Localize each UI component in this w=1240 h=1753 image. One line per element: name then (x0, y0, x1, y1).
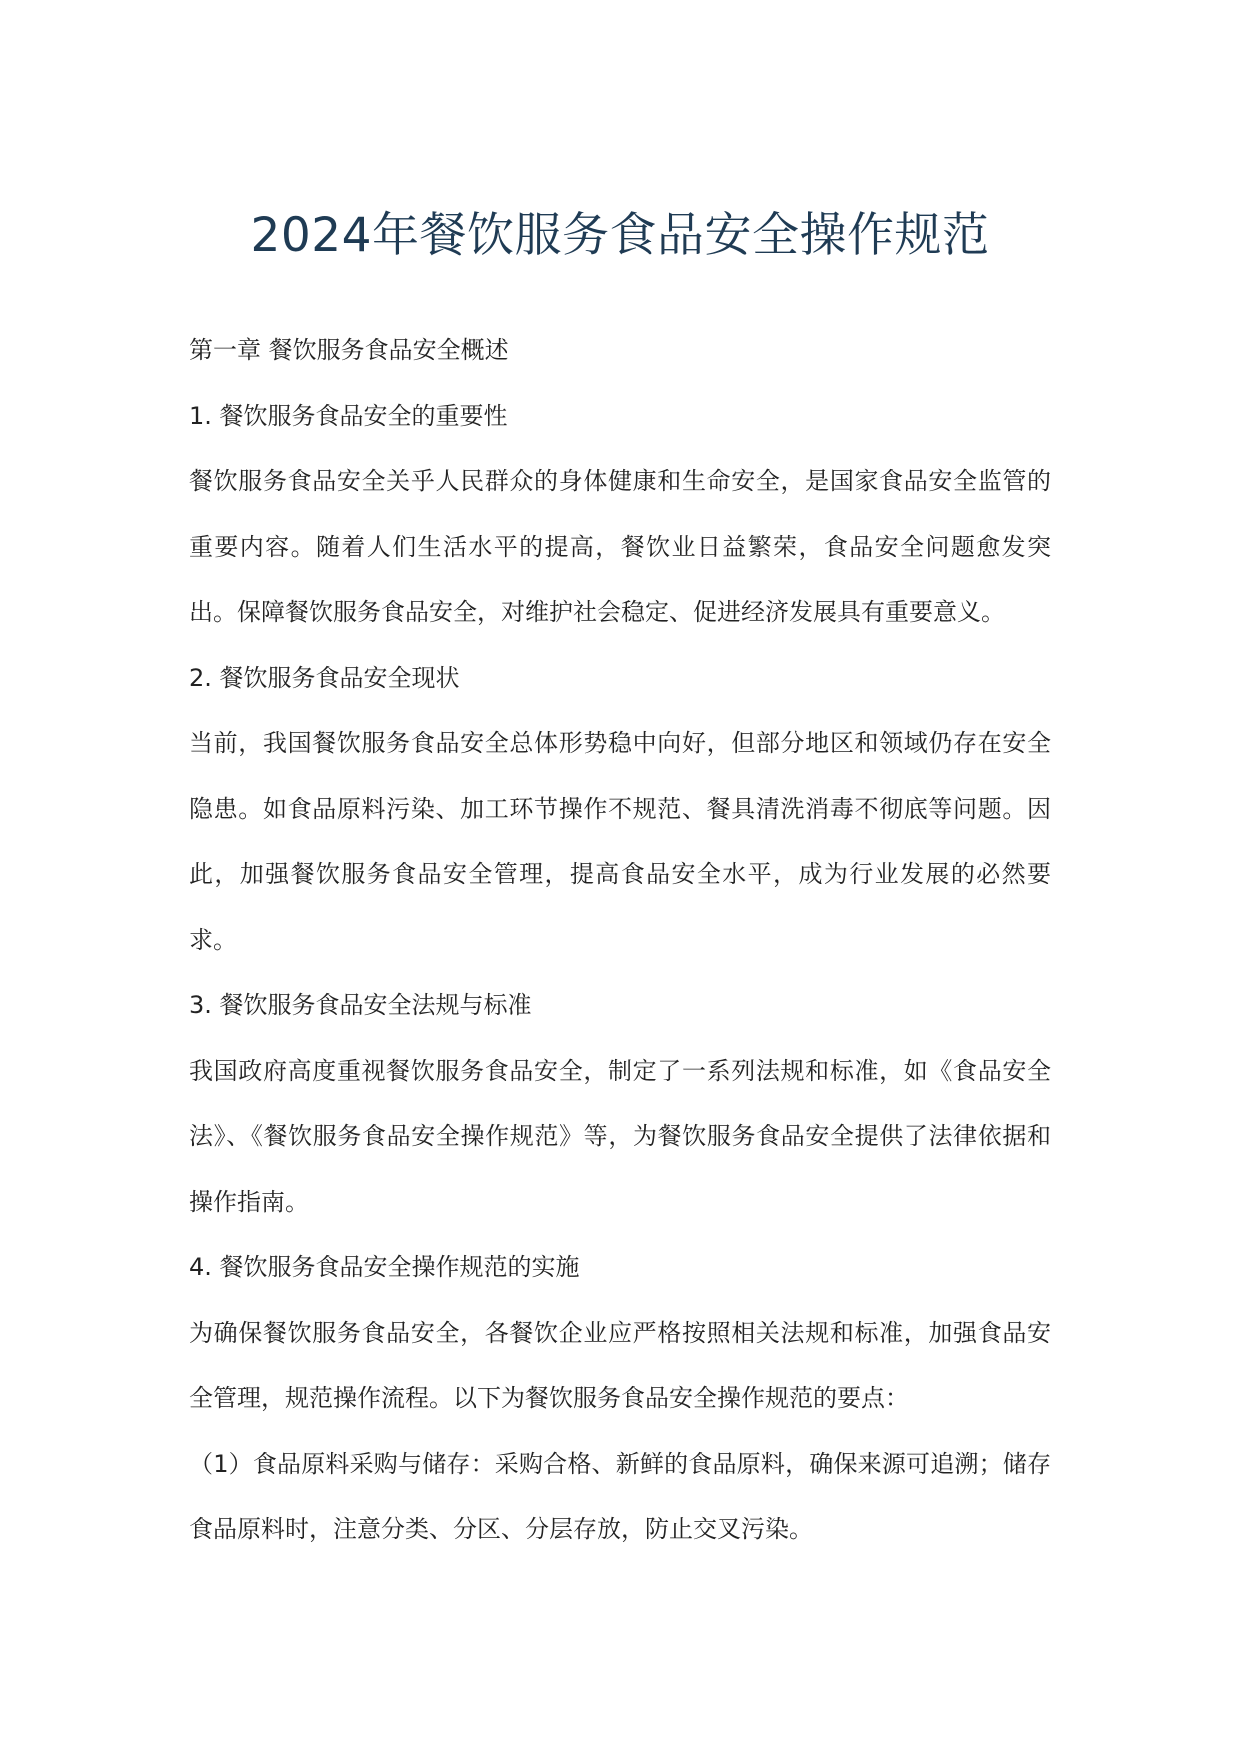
chapter-heading: 第一章 餐饮服务食品安全概述 (189, 336, 509, 364)
section-paragraph: 我国政府高度重视餐饮服务食品安全，制定了一系列法规和标准，如《食品安全法》、《餐饮服务食品安全操作规范》等，为餐饮服务食品安全提供了法律依据和操作指南。 (189, 1056, 1051, 1216)
document-title: 2024年餐饮服务食品安全操作规范 (250, 208, 990, 263)
section-heading: 1. 餐饮服务食品安全的重要性 (189, 401, 508, 430)
section-heading: 4. 餐饮服务食品安全操作规范的实施 (189, 1253, 580, 1281)
section-paragraph: 当前，我国餐饮服务食品安全总体形势稳中向好，但部分地区和领域仍存在安全隐患。如食品原料污染、加工环节操作不规范、餐具清洗消毒不彻底等问题。因此，加强餐饮服务食品安全管理，提高食品安全水平，成为行业发展的必然要求。 (189, 729, 1051, 954)
section-paragraph: 为确保餐饮服务食品安全，各餐饮企业应严格按照相关法规和标准，加强食品安全管理，规范操作流程。以下为餐饮服务食品安全操作规范的要点： (189, 1318, 1051, 1412)
list-item: （1）食品原料采购与储存：采购合格、新鲜的食品原料，确保来源可追溯；储存食品原料时，注意分类、分区、分层存放，防止交叉污染。 (189, 1449, 1051, 1543)
section-heading: 2. 餐饮服务食品安全现状 (189, 663, 460, 692)
document-body (189, 318, 1051, 1563)
section-paragraph: 餐饮服务食品安全关乎人民群众的身体健康和生命安全，是国家食品安全监管的重要内容。随着人们生活水平的提高，餐饮业日益繁荣，食品安全问题愈发突出。保障餐饮服务食品安全，对维护社会稳定、促进经济发展具有重要意义。 (189, 467, 1051, 626)
section-heading: 3. 餐饮服务食品安全法规与标准 (189, 991, 532, 1019)
